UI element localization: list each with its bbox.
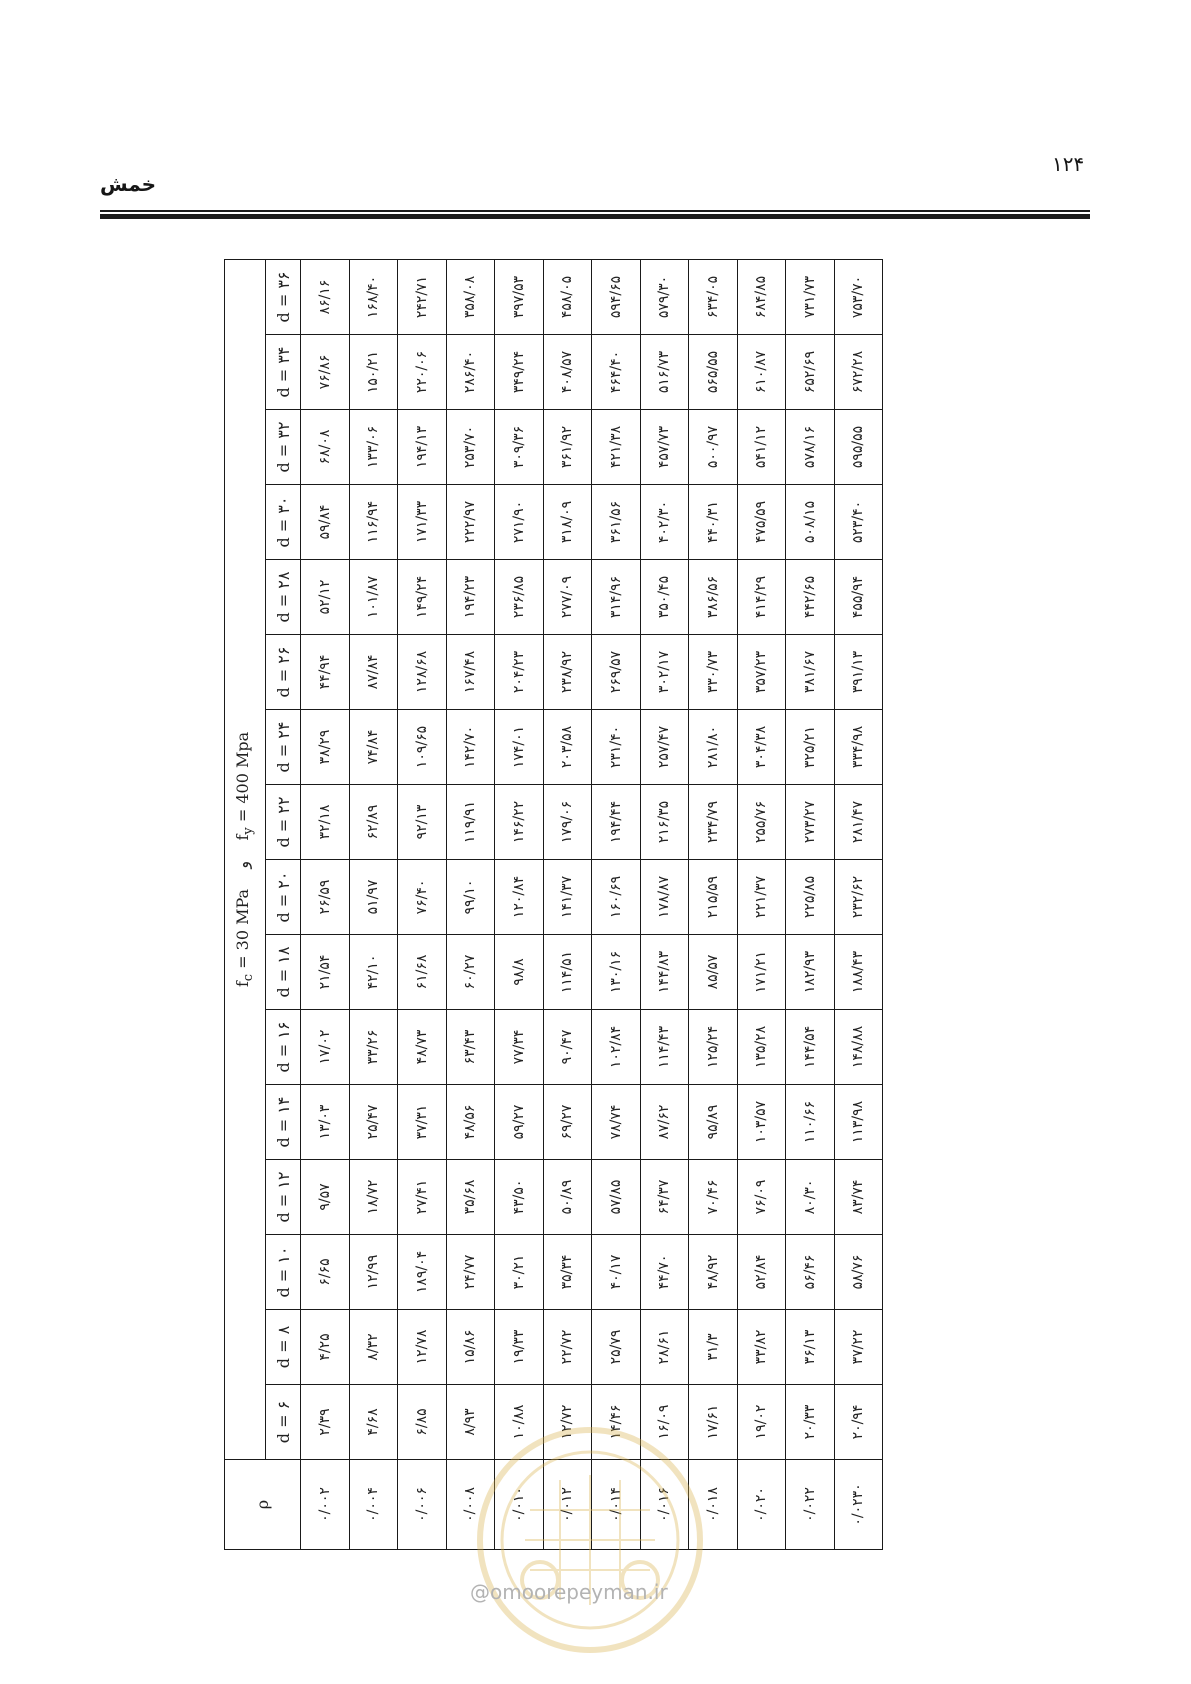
table-cell: ۵۰/۸۹ bbox=[543, 1160, 592, 1235]
rho-value-cell: ۰/۰۱۰ bbox=[495, 1460, 544, 1550]
table-cell: ۷۶/۰۹ bbox=[737, 1160, 786, 1235]
table-cell: ۲/۳۹ bbox=[301, 1385, 350, 1460]
table-cell: ۶/۶۵ bbox=[301, 1235, 350, 1310]
table-cell: ۱۷۱/۳۳ bbox=[398, 485, 447, 560]
table-cell: ۲۲/۷۲ bbox=[543, 1310, 592, 1385]
table-cell: ۳۳۰/۷۳ bbox=[689, 635, 738, 710]
table-cell: ۳۰۲/۱۷ bbox=[640, 635, 689, 710]
fy-subscript: y bbox=[241, 827, 257, 835]
table-cell: ۳۶/۱۳ bbox=[786, 1310, 835, 1385]
table-row bbox=[786, 259, 835, 1549]
table-cell: ۱۶/۰۹ bbox=[640, 1385, 689, 1460]
table-cell: ۶/۸۵ bbox=[398, 1385, 447, 1460]
table-cell: ۸/۳۲ bbox=[349, 1310, 398, 1385]
rho-value-cell: ۰/۰۲۰ bbox=[737, 1460, 786, 1550]
table-cell: ۷۵۳/۷۰ bbox=[834, 259, 883, 334]
table-cell: ۱۳۳/۰۶ bbox=[349, 410, 398, 485]
table-cell: ۵۸/۷۶ bbox=[834, 1235, 883, 1310]
table-cell: ۲۸۱/۸۰ bbox=[689, 710, 738, 785]
table-cell: ۳۵۰/۴۵ bbox=[640, 560, 689, 635]
rho-value-cell: ۰/۰۰۲ bbox=[301, 1460, 350, 1550]
table-cell: ۱۴۹/۲۴ bbox=[398, 560, 447, 635]
table-cell: ۱۵۰/۲۱ bbox=[349, 335, 398, 410]
table-cell: ۴۸/۹۲ bbox=[689, 1235, 738, 1310]
table-cell: ۵۷/۸۵ bbox=[592, 1160, 641, 1235]
table-row bbox=[446, 259, 495, 1549]
table-cell: ۴/۶۸ bbox=[349, 1385, 398, 1460]
table-cell: ۱۸۸/۴۳ bbox=[834, 935, 883, 1010]
table-cell: ۱۶۰/۶۹ bbox=[592, 860, 641, 935]
table-cell: ۴۶۴/۴۰ bbox=[592, 335, 641, 410]
table-cell: ۵۷۹/۳۰ bbox=[640, 259, 689, 334]
table-cell: ۱۲۵/۲۴ bbox=[689, 1010, 738, 1085]
table-row bbox=[398, 259, 447, 1549]
table-row bbox=[592, 259, 641, 1549]
table-cell: ۱۳۰/۱۶ bbox=[592, 935, 641, 1010]
table-cell: ۲۳۱/۴۰ bbox=[592, 710, 641, 785]
table-cell: ۱۹۴/۴۴ bbox=[592, 785, 641, 860]
fc-value: = 30 MPa bbox=[233, 888, 253, 974]
d-column-header: d = ۳۲ bbox=[266, 410, 301, 485]
table-cell: ۲۳۶/۸۵ bbox=[495, 560, 544, 635]
table-cell: ۲۳۸/۹۲ bbox=[543, 635, 592, 710]
table-cell: ۱۱۴/۵۱ bbox=[543, 935, 592, 1010]
table-cell: ۷۸/۷۴ bbox=[592, 1085, 641, 1160]
table-cell: ۵۷۸/۱۶ bbox=[786, 410, 835, 485]
d-column-header: d = ۱۴ bbox=[266, 1085, 301, 1160]
table-cell: ۴۴/۹۴ bbox=[301, 635, 350, 710]
table-cell: ۱۲۰/۸۴ bbox=[495, 860, 544, 935]
table-cell: ۴۳/۵۰ bbox=[495, 1160, 544, 1235]
table-cell: ۱۷۸/۸۷ bbox=[640, 860, 689, 935]
table-cell: ۳۹۷/۵۳ bbox=[495, 259, 544, 334]
table-cell: ۵۰۸/۱۵ bbox=[786, 485, 835, 560]
d-column-header: d = ۲۴ bbox=[266, 710, 301, 785]
table-cell: ۶۹/۲۷ bbox=[543, 1085, 592, 1160]
table-cell: ۱۷/۰۲ bbox=[301, 1010, 350, 1085]
table-cell: ۴۷۵/۵۹ bbox=[737, 485, 786, 560]
table-cell: ۹۰/۴۷ bbox=[543, 1010, 592, 1085]
table-cell: ۹۸/۸ bbox=[495, 935, 544, 1010]
table-cell: ۲۸/۶۱ bbox=[640, 1310, 689, 1385]
table-cell: ۱۴۴/۸۳ bbox=[640, 935, 689, 1010]
table-cell: ۱۲۸/۶۸ bbox=[398, 635, 447, 710]
table-cell: ۱۵/۸۶ bbox=[446, 1310, 495, 1385]
table-cell: ۵۹۴/۶۵ bbox=[592, 259, 641, 334]
table-cell: ۱۲/۹۹ bbox=[349, 1235, 398, 1310]
d-column-header: d = ۶ bbox=[266, 1385, 301, 1460]
table-cell: ۳۲/۱۸ bbox=[301, 785, 350, 860]
table-cell: ۶۲/۸۹ bbox=[349, 785, 398, 860]
table-cell: ۲۷۳/۲۷ bbox=[786, 785, 835, 860]
table-cell: ۸/۹۳ bbox=[446, 1385, 495, 1460]
table-cell: ۱۶۸/۴۰ bbox=[349, 259, 398, 334]
table-cell: ۸۷/۶۲ bbox=[640, 1085, 689, 1160]
d-column-header: d = ۳۰ bbox=[266, 485, 301, 560]
rho-column-header: ρ bbox=[225, 1460, 301, 1550]
table-cell: ۷۶/۸۶ bbox=[301, 335, 350, 410]
d-column-header: d = ۳۶ bbox=[266, 259, 301, 334]
table-cell: ۴۵۷/۷۳ bbox=[640, 410, 689, 485]
table-cell: ۱۴۱/۳۷ bbox=[543, 860, 592, 935]
table-cell: ۲۳۲/۶۲ bbox=[834, 860, 883, 935]
table-cell: ۷۴/۸۴ bbox=[349, 710, 398, 785]
table-cell: ۱۹۴/۱۳ bbox=[398, 410, 447, 485]
fc-symbol: f bbox=[233, 981, 253, 988]
table-cell: ۲۶۹/۵۷ bbox=[592, 635, 641, 710]
table-cell: ۴۴۲/۶۵ bbox=[786, 560, 835, 635]
table-cell: ۱۰۳/۵۷ bbox=[737, 1085, 786, 1160]
table-cell: ۶۵۲/۶۹ bbox=[786, 335, 835, 410]
table-cell: ۱۷/۶۱ bbox=[689, 1385, 738, 1460]
table-cell: ۱۸۹/۰۴ bbox=[398, 1235, 447, 1310]
table-cell: ۲۱/۵۴ bbox=[301, 935, 350, 1010]
table-cell: ۵۹/۲۷ bbox=[495, 1085, 544, 1160]
table-cell: ۳۵۷/۲۳ bbox=[737, 635, 786, 710]
table-cell: ۱۳۵/۲۸ bbox=[737, 1010, 786, 1085]
table-cell: ۳۱۴/۹۶ bbox=[592, 560, 641, 635]
table-cell: ۶۰/۲۷ bbox=[446, 935, 495, 1010]
table-cell: ۲۱۶/۳۵ bbox=[640, 785, 689, 860]
table-row bbox=[301, 259, 350, 1549]
d-column-header: d = ۱۰ bbox=[266, 1235, 301, 1310]
table-cell: ۳۷/۲۲ bbox=[834, 1310, 883, 1385]
table-cell: ۲۵۳/۷۰ bbox=[446, 410, 495, 485]
table-cell: ۵۴۱/۱۲ bbox=[737, 410, 786, 485]
table-cell: ۴۱۴/۲۹ bbox=[737, 560, 786, 635]
rho-value-cell: ۰/۰۱۲ bbox=[543, 1460, 592, 1550]
table-cell: ۶۸/۰۸ bbox=[301, 410, 350, 485]
table-cell: ۴۰۲/۳۰ bbox=[640, 485, 689, 560]
header-rule-thick bbox=[100, 214, 1090, 219]
table-cell: ۴۴۰/۳۱ bbox=[689, 485, 738, 560]
page-number: ۱۲۴ bbox=[1052, 152, 1085, 176]
table-cell: ۳۰۹/۳۶ bbox=[495, 410, 544, 485]
table-cell: ۷۳۱/۷۳ bbox=[786, 259, 835, 334]
table-cell: ۳۴۹/۲۴ bbox=[495, 335, 544, 410]
table-cell: ۸۷/۸۴ bbox=[349, 635, 398, 710]
table-cell: ۳۶۱/۹۲ bbox=[543, 410, 592, 485]
table-cell: ۳۳/۸۲ bbox=[737, 1310, 786, 1385]
d-column-header: d = ۲۲ bbox=[266, 785, 301, 860]
table-cell: ۳۶۱/۵۶ bbox=[592, 485, 641, 560]
table-cell: ۲۲۱/۳۷ bbox=[737, 860, 786, 935]
table-cell: ۱۱۰/۶۶ bbox=[786, 1085, 835, 1160]
table-cell: ۱۱۹/۹۱ bbox=[446, 785, 495, 860]
table-cell: ۱۸۲/۹۳ bbox=[786, 935, 835, 1010]
table-cell: ۸۶/۱۶ bbox=[301, 259, 350, 334]
table-cell: ۱۹۴/۲۳ bbox=[446, 560, 495, 635]
table-cell: ۸۰/۳۰ bbox=[786, 1160, 835, 1235]
table-cell: ۳۹۱/۱۳ bbox=[834, 635, 883, 710]
header-rule-thin bbox=[100, 210, 1090, 212]
table-row bbox=[737, 259, 786, 1549]
table-cell: ۴/۲۵ bbox=[301, 1310, 350, 1385]
table-cell: ۸۵/۵۷ bbox=[689, 935, 738, 1010]
table-cell: ۲۵۷/۴۷ bbox=[640, 710, 689, 785]
table-cell: ۴۵۸/۰۵ bbox=[543, 259, 592, 334]
table-cell: ۱۷۹/۰۶ bbox=[543, 785, 592, 860]
table-cell: ۲۵/۷۹ bbox=[592, 1310, 641, 1385]
table-cell: ۲۰/۹۴ bbox=[834, 1385, 883, 1460]
table-cell: ۴۲۱/۳۸ bbox=[592, 410, 641, 485]
d-column-header: d = ۱۶ bbox=[266, 1010, 301, 1085]
table-cell: ۲۷۷/۰۹ bbox=[543, 560, 592, 635]
table-cell: ۷۰/۴۶ bbox=[689, 1160, 738, 1235]
watermark-credit: @omoorepeyman.ir bbox=[470, 1580, 668, 1604]
running-head-title: خمش bbox=[100, 172, 157, 196]
table-cell: ۲۳۴/۷۹ bbox=[689, 785, 738, 860]
table-cell: ۱۲/۷۸ bbox=[398, 1310, 447, 1385]
d-header-row bbox=[266, 259, 301, 1549]
table-cell: ۷۶/۴۰ bbox=[398, 860, 447, 935]
table-cell: ۲۴/۷۷ bbox=[446, 1235, 495, 1310]
table-body bbox=[301, 259, 883, 1549]
table-cell: ۳۷/۳۱ bbox=[398, 1085, 447, 1160]
table-cell: ۱۸/۷۲ bbox=[349, 1160, 398, 1235]
table-cell: ۲۰۳/۵۸ bbox=[543, 710, 592, 785]
table-cell: ۵۰۰/۹۷ bbox=[689, 410, 738, 485]
table-cell: ۳۲۵/۲۱ bbox=[786, 710, 835, 785]
table-cell: ۳۵/۶۸ bbox=[446, 1160, 495, 1235]
table-cell: ۶۷۲/۲۸ bbox=[834, 335, 883, 410]
table-cell: ۸۳/۷۴ bbox=[834, 1160, 883, 1235]
table-cell: ۴۸/۷۳ bbox=[398, 1010, 447, 1085]
table-cell: ۶۳/۴۳ bbox=[446, 1010, 495, 1085]
table-cell: ۵۹۵/۵۵ bbox=[834, 410, 883, 485]
table-cell: ۱۴۸/۸۸ bbox=[834, 1010, 883, 1085]
table-cell: ۶۸۴/۸۵ bbox=[737, 259, 786, 334]
table-cell: ۲۲۲/۹۷ bbox=[446, 485, 495, 560]
table-cell: ۱۷۴/۰۱ bbox=[495, 710, 544, 785]
table-cell: ۹۵/۸۹ bbox=[689, 1085, 738, 1160]
table-row bbox=[543, 259, 592, 1549]
table-cell: ۵۱۶/۷۳ bbox=[640, 335, 689, 410]
table-cell: ۴۲/۱۰ bbox=[349, 935, 398, 1010]
table-cell: ۵۶۵/۵۵ bbox=[689, 335, 738, 410]
table-row bbox=[349, 259, 398, 1549]
table-cell: ۱۱۳/۹۸ bbox=[834, 1085, 883, 1160]
table-cell: ۱۰۱/۸۷ bbox=[349, 560, 398, 635]
table-cell: ۲۷/۴۱ bbox=[398, 1160, 447, 1235]
moment-table bbox=[224, 259, 883, 1550]
table-cell: ۱۱۶/۹۴ bbox=[349, 485, 398, 560]
table-cell: ۳۸۶/۵۶ bbox=[689, 560, 738, 635]
table-cell: ۵۱/۹۷ bbox=[349, 860, 398, 935]
rho-value-cell: ۰/۰۱۴ bbox=[592, 1460, 641, 1550]
table-cell: ۵۹/۸۴ bbox=[301, 485, 350, 560]
table-cell: ۴۰/۱۷ bbox=[592, 1235, 641, 1310]
material-properties-header bbox=[225, 259, 266, 1459]
d-column-header: d = ۸ bbox=[266, 1310, 301, 1385]
table-row bbox=[689, 259, 738, 1549]
table-cell: ۴۴/۷۰ bbox=[640, 1235, 689, 1310]
d-column-header: d = ۱۲ bbox=[266, 1160, 301, 1235]
table-cell: ۱۷۱/۲۱ bbox=[737, 935, 786, 1010]
fy-value: = 400 Mpa bbox=[233, 731, 253, 828]
d-column-header: d = ۱۸ bbox=[266, 935, 301, 1010]
d-column-header: d = ۲۸ bbox=[266, 560, 301, 635]
table-cell: ۳۰/۲۱ bbox=[495, 1235, 544, 1310]
rho-value-cell: ۰/۰۲۲ bbox=[786, 1460, 835, 1550]
rho-value-cell: ۰/۰۰۴ bbox=[349, 1460, 398, 1550]
table-cell: ۲۸۶/۴۰ bbox=[446, 335, 495, 410]
table-cell: ۴۵۵/۹۴ bbox=[834, 560, 883, 635]
table-cell: ۲۲۰/۰۶ bbox=[398, 335, 447, 410]
rho-value-cell: ۰/۰۲۳۰ bbox=[834, 1460, 883, 1550]
table-cell: ۴۰۸/۵۷ bbox=[543, 335, 592, 410]
table-cell: ۳۵/۳۴ bbox=[543, 1235, 592, 1310]
table-cell: ۳۰۴/۳۸ bbox=[737, 710, 786, 785]
table-cell: ۳۸/۲۹ bbox=[301, 710, 350, 785]
table-cell: ۵۲۳/۴۰ bbox=[834, 485, 883, 560]
table-cell: ۱۱۴/۴۳ bbox=[640, 1010, 689, 1085]
rho-value-cell: ۰/۰۱۸ bbox=[689, 1460, 738, 1550]
d-column-header: d = ۲۶ bbox=[266, 635, 301, 710]
table-cell: ۳۱/۳ bbox=[689, 1310, 738, 1385]
table-cell: ۲۶/۵۹ bbox=[301, 860, 350, 935]
table-row bbox=[495, 259, 544, 1549]
table-cell: ۳۵۸/۰۸ bbox=[446, 259, 495, 334]
table-cell: ۷۷/۳۴ bbox=[495, 1010, 544, 1085]
conjunction: و bbox=[233, 860, 253, 869]
table-cell: ۲۰/۳۳ bbox=[786, 1385, 835, 1460]
table-cell: ۱۴۶/۲۲ bbox=[495, 785, 544, 860]
table-cell: ۳۱۸/۰۹ bbox=[543, 485, 592, 560]
table-cell: ۲۰۴/۲۳ bbox=[495, 635, 544, 710]
table-row bbox=[834, 259, 883, 1549]
fc-subscript: c bbox=[241, 973, 257, 982]
rho-value-cell: ۰/۰۱۶ bbox=[640, 1460, 689, 1550]
table-cell: ۱۴۲/۷۰ bbox=[446, 710, 495, 785]
table-cell: ۱۶۷/۴۸ bbox=[446, 635, 495, 710]
d-column-header: d = ۳۴ bbox=[266, 335, 301, 410]
table-cell: ۳۳۴/۹۸ bbox=[834, 710, 883, 785]
table-cell: ۹۹/۱۰ bbox=[446, 860, 495, 935]
table-cell: ۲۲۵/۸۵ bbox=[786, 860, 835, 935]
table-cell: ۵۶/۴۶ bbox=[786, 1235, 835, 1310]
table-cell: ۶۱/۶۸ bbox=[398, 935, 447, 1010]
table-cell: ۱۳/۰۳ bbox=[301, 1085, 350, 1160]
table-cell: ۵۲/۱۲ bbox=[301, 560, 350, 635]
table-cell: ۱۹/۳۳ bbox=[495, 1310, 544, 1385]
table-cell: ۲۴۲/۷۱ bbox=[398, 259, 447, 334]
table-cell: ۱۰۲/۸۴ bbox=[592, 1010, 641, 1085]
rho-value-cell: ۰/۰۰۸ bbox=[446, 1460, 495, 1550]
table-cell: ۲۵/۴۷ bbox=[349, 1085, 398, 1160]
table-cell: ۱۴۴/۵۴ bbox=[786, 1010, 835, 1085]
table-cell: ۱۰/۸۸ bbox=[495, 1385, 544, 1460]
table-cell: ۴۸/۵۶ bbox=[446, 1085, 495, 1160]
table-cell: ۱۴/۴۶ bbox=[592, 1385, 641, 1460]
table-cell: ۱۲/۷۲ bbox=[543, 1385, 592, 1460]
table-cell: ۵۲/۸۴ bbox=[737, 1235, 786, 1310]
table-cell: ۲۸۱/۴۷ bbox=[834, 785, 883, 860]
table-cell: ۱۹/۰۲ bbox=[737, 1385, 786, 1460]
table-cell: ۹/۵۷ bbox=[301, 1160, 350, 1235]
table-cell: ۲۷۱/۹۰ bbox=[495, 485, 544, 560]
table-cell: ۶۱۰/۸۷ bbox=[737, 335, 786, 410]
table-cell: ۶۴/۳۷ bbox=[640, 1160, 689, 1235]
table-cell: ۹۲/۱۳ bbox=[398, 785, 447, 860]
table-cell: ۶۳۴/۰۵ bbox=[689, 259, 738, 334]
table-row bbox=[640, 259, 689, 1549]
table-cell: ۳۳/۲۶ bbox=[349, 1010, 398, 1085]
table-cell: ۳۸۱/۶۷ bbox=[786, 635, 835, 710]
d-column-header: d = ۲۰ bbox=[266, 860, 301, 935]
rotated-table-container bbox=[224, 260, 883, 1550]
table-cell: ۲۵۵/۷۶ bbox=[737, 785, 786, 860]
rho-value-cell: ۰/۰۰۶ bbox=[398, 1460, 447, 1550]
fy-symbol: f bbox=[233, 834, 253, 841]
table-cell: ۱۰۹/۶۵ bbox=[398, 710, 447, 785]
table-cell: ۲۱۵/۵۹ bbox=[689, 860, 738, 935]
